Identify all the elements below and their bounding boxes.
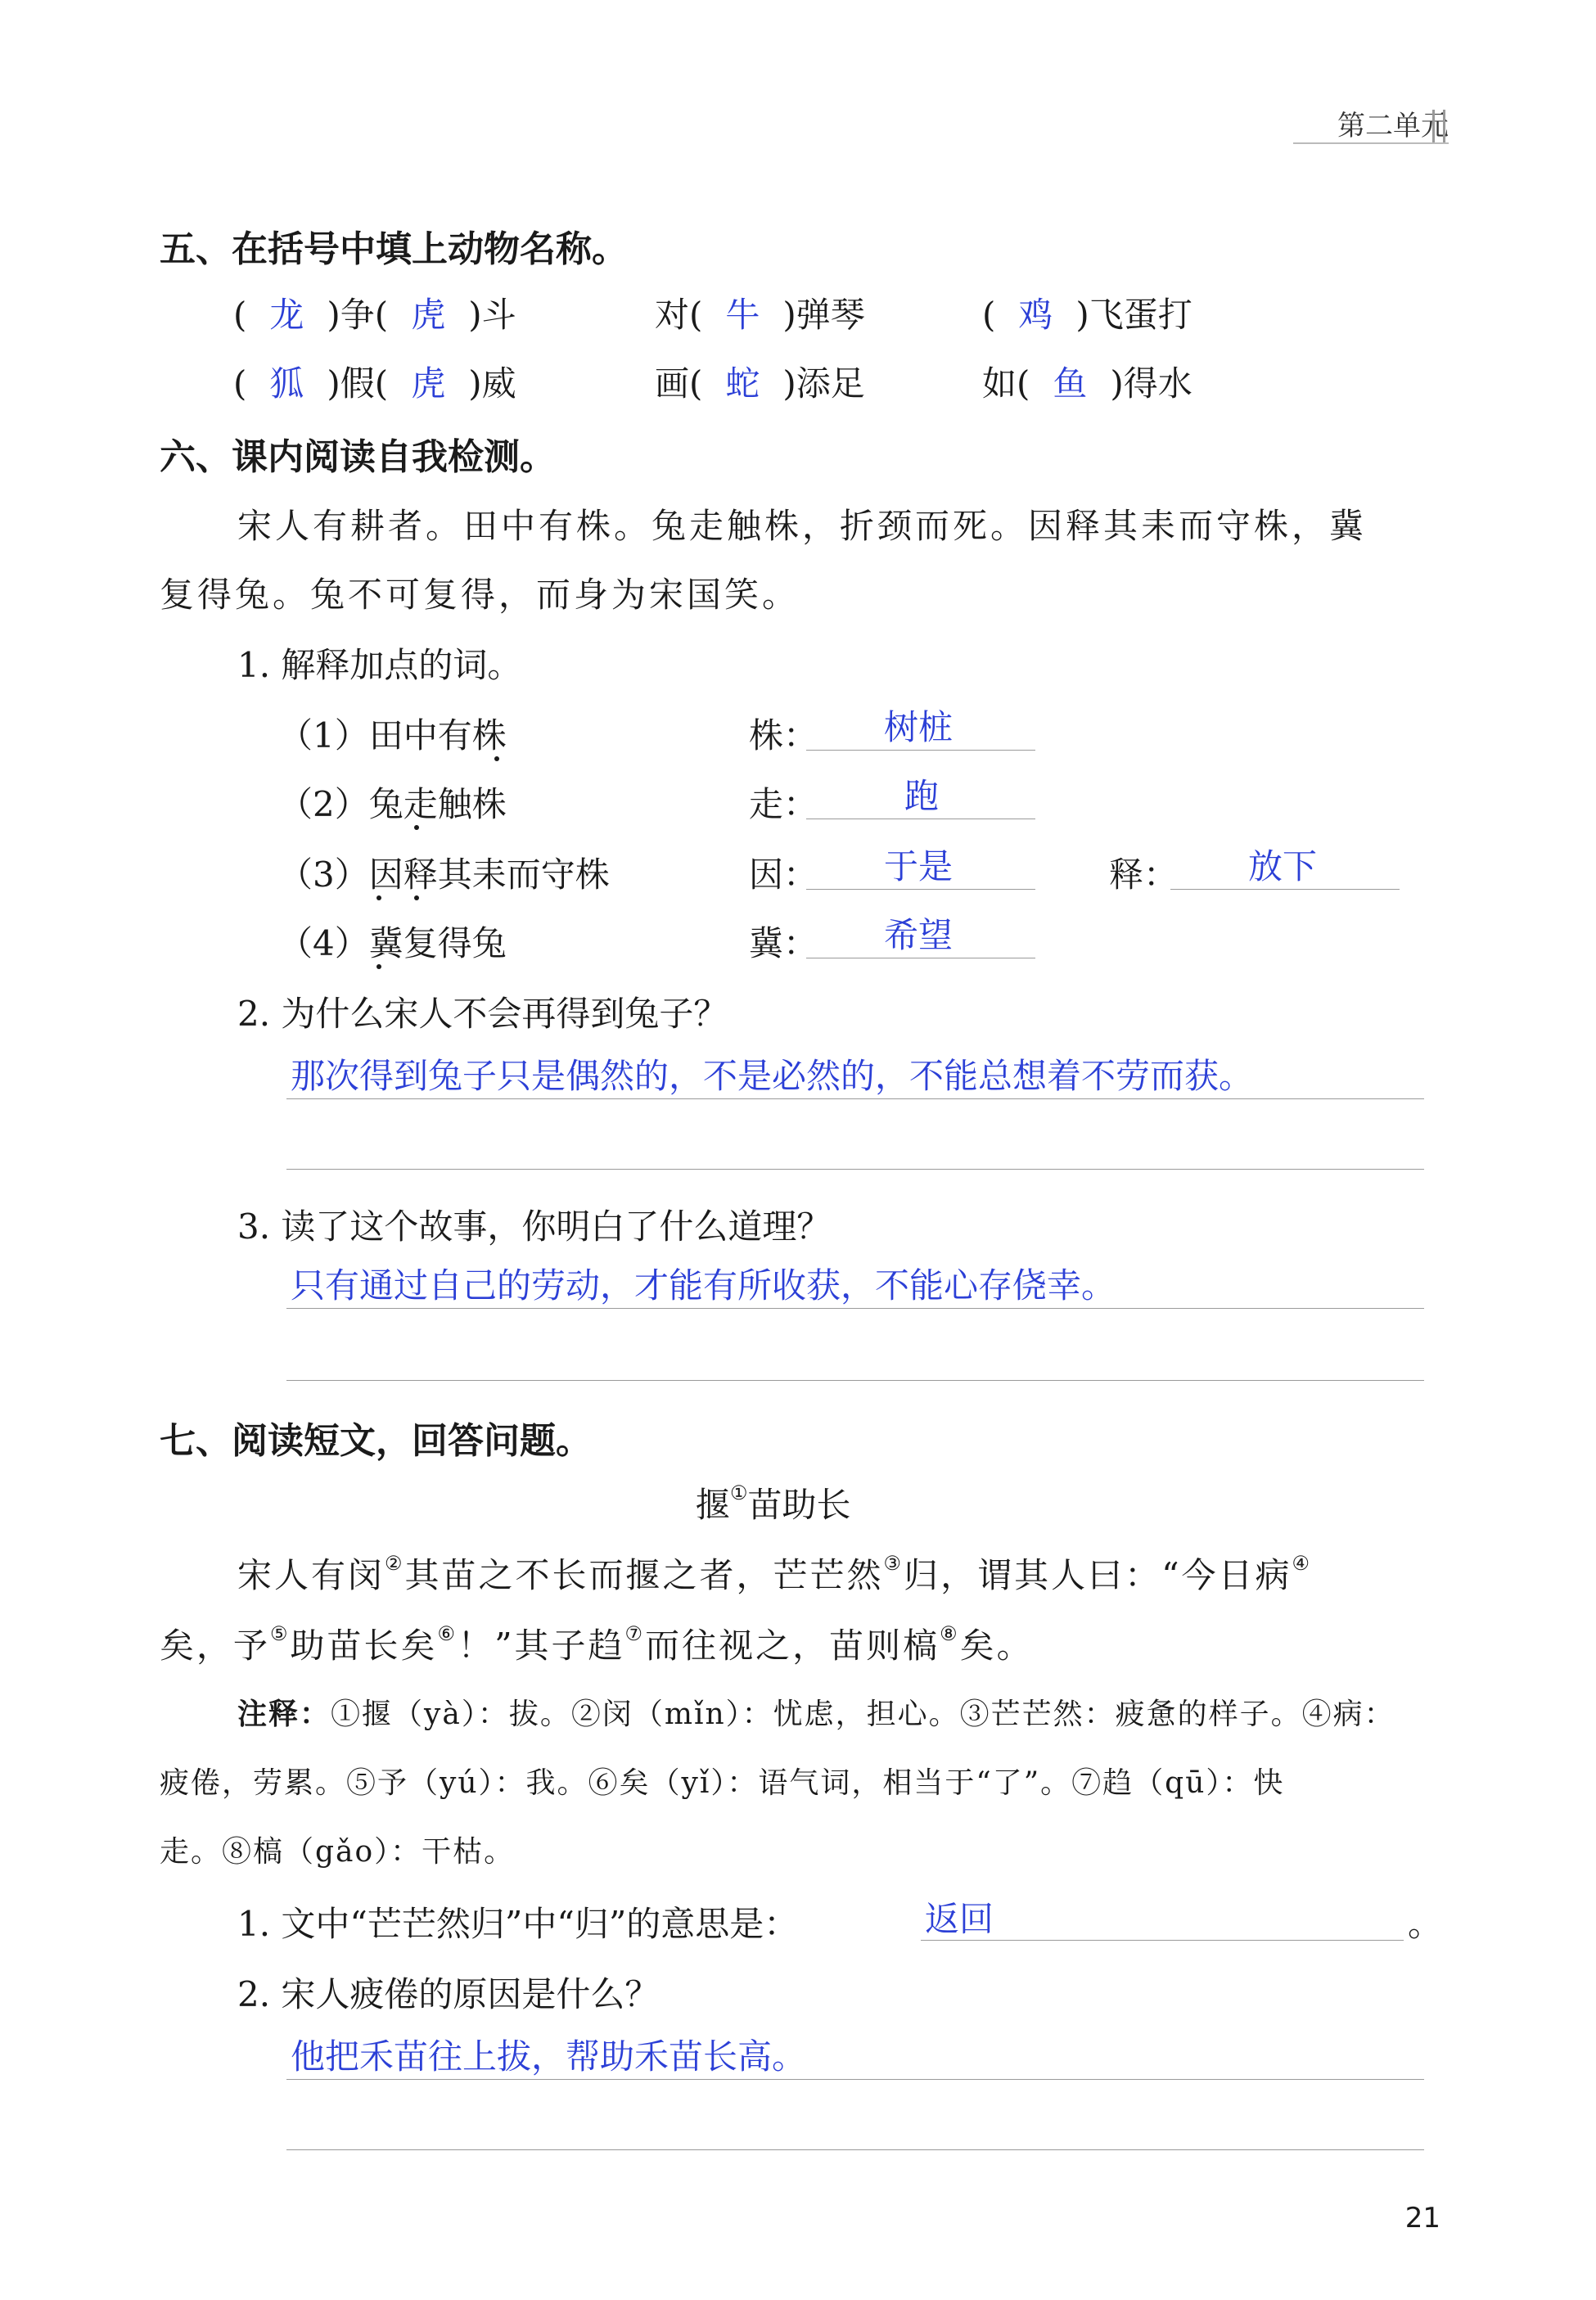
emphasis-dot: [414, 825, 419, 830]
answer-line: [286, 1308, 1424, 1309]
story-title: 揠①苗助长: [696, 1481, 851, 1525]
story-line-2: 矣，予⑤助苗长矣⑥！”其子趋⑦而往视之，苗则槁⑧矣。: [160, 1622, 1034, 1666]
emphasis-dot: [376, 964, 381, 969]
answer-line: [286, 2149, 1424, 2150]
item-3-answer2: 放下: [1248, 846, 1318, 886]
answer-line: [806, 750, 1035, 751]
answer-line: [1170, 889, 1400, 890]
passage-line-1: 宋人有耕者。田中有株。兔走触株，折颈而死。因释其耒而守株，冀: [237, 506, 1368, 546]
s7-question-1: 1. 文中“芒芒然归”中“归”的意思是：: [237, 1904, 799, 1944]
emphasis-dot: [414, 895, 419, 900]
item-1-word: 株：: [749, 715, 818, 755]
header-rule: [1293, 142, 1449, 144]
section6-title: 六、课内阅读自我检测。: [160, 436, 556, 478]
item-3-word2: 释：: [1109, 855, 1179, 895]
notes-line-2: 疲倦，劳累。⑤予（yú）：我。⑥矣（yǐ）：语气词，相当于“了”。⑦趋（qū）：快: [160, 1766, 1285, 1800]
s7-question-2: 2. 宋人疲倦的原因是什么？: [237, 1974, 660, 2014]
answer-line: [806, 889, 1035, 890]
item-2-word: 走：: [749, 784, 818, 824]
notes-line-1: 注释：①揠（yà）：拔。②闵（mǐn）：忧虑，担心。③芒芒然：疲惫的样子。④病：: [237, 1698, 1395, 1731]
passage-line-2: 复得兔。兔不可复得，而身为宋国笑。: [160, 575, 800, 615]
answer-3: 只有通过自己的劳动，才能有所收获，不能心存侥幸。: [291, 1265, 1116, 1306]
answer-line: [286, 1169, 1424, 1170]
emphasis-dot: [494, 756, 499, 761]
story-line-1: 宋人有闵②其苗之不长而揠之者，芒芒然③归，谓其人曰：“今日病④: [237, 1552, 1313, 1595]
page-number: 21: [1404, 2202, 1440, 2235]
answer-line: [921, 1940, 1404, 1941]
question-2: 2. 为什么宋人不会再得到兔子？: [237, 994, 728, 1034]
idiom-6: 如( 鱼 )得水: [982, 363, 1192, 404]
idiom-4: ( 狐 )假( 虎 )威: [233, 363, 516, 404]
section7-title: 七、阅读短文，回答问题。: [160, 1420, 592, 1462]
item-3-word: 因：: [749, 855, 818, 895]
s7-question-1-end: 。: [1408, 1904, 1443, 1944]
item-4-answer: 希望: [884, 915, 954, 955]
item-4-text: （4）冀复得兔: [278, 923, 507, 963]
s7-answer-2: 他把禾苗往上拔，帮助禾苗长高。: [291, 2036, 807, 2077]
answer-line: [286, 1098, 1424, 1099]
answer-line: [286, 2079, 1424, 2080]
unit-label: 第二单元: [1337, 110, 1449, 142]
s7-answer-1: 返回: [925, 1899, 994, 1939]
question-1: 1. 解释加点的词。: [237, 645, 522, 685]
item-1-answer: 树桩: [884, 707, 954, 747]
question-3: 3. 读了这个故事，你明白了什么道理？: [237, 1206, 832, 1247]
notes-line-3: 走。⑧槁（gǎo）：干枯。: [160, 1835, 516, 1869]
item-2-text: （2）兔走触株: [278, 784, 507, 824]
idiom-3: ( 鸡 )飞蛋打: [982, 295, 1192, 335]
emphasis-dot: [376, 895, 381, 900]
item-3-answer: 于是: [884, 846, 954, 886]
item-3-text: （3）因释其耒而守株: [278, 855, 610, 895]
idiom-1: ( 龙 )争( 虎 )斗: [233, 295, 516, 335]
section5-title: 五、在括号中填上动物名称。: [160, 228, 628, 270]
item-1-text: （1）田中有株: [278, 715, 507, 755]
idiom-5: 画( 蛇 )添足: [655, 363, 865, 404]
answer-line: [286, 1380, 1424, 1381]
answer-2: 那次得到兔子只是偶然的，不是必然的，不能总想着不劳而获。: [291, 1056, 1254, 1096]
idiom-2: 对( 牛 )弹琴: [655, 295, 865, 335]
item-4-word: 冀：: [749, 923, 818, 963]
item-2-answer: 跑: [904, 776, 940, 816]
header-marks: [1432, 110, 1445, 142]
